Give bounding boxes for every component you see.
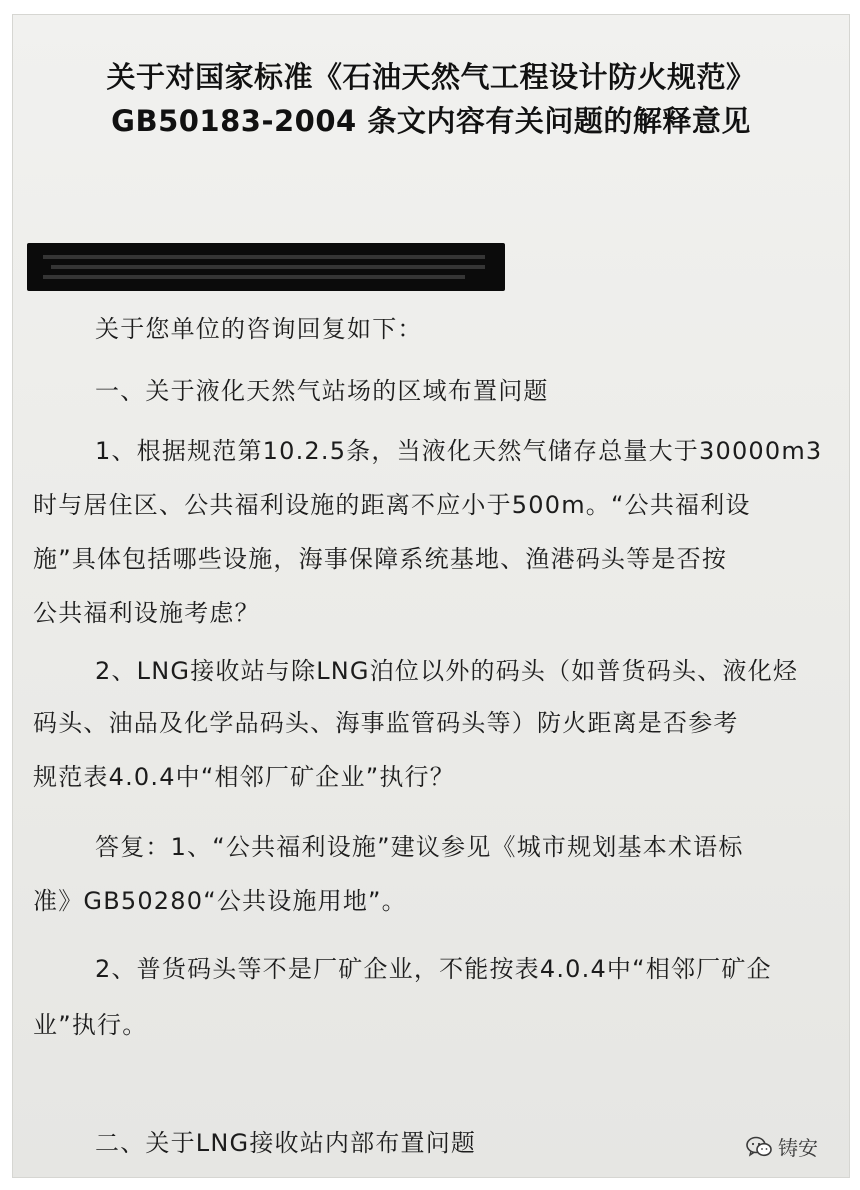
- body-line-5: 公共福利设施考虑？: [33, 599, 260, 627]
- wechat-icon: [746, 1136, 772, 1158]
- body-line-7: 码头、油品及化学品码头、海事监管码头等）防火距离是否参考: [33, 709, 739, 737]
- document-subtitle: GB50183-2004 条文内容有关问题的解释意见: [111, 104, 751, 138]
- document-page: [12, 14, 850, 1178]
- body-line-6: 2、LNG接收站与除LNG泊位以外的码头（如普货码头、液化烃: [95, 657, 799, 685]
- document-title: 关于对国家标准《石油天然气工程设计防火规范》: [106, 60, 756, 94]
- body-line-3: 时与居住区、公共福利设施的距离不应小于500m。“公共福利设: [33, 491, 751, 519]
- body-line-9: 答复：1、“公共福利设施”建议参见《城市规划基本术语标: [95, 833, 744, 861]
- body-line-0: 关于您单位的咨询回复如下：: [95, 315, 423, 343]
- body-line-10: 准》GB50280“公共设施用地”。: [33, 887, 407, 915]
- source-watermark: [746, 1132, 818, 1161]
- body-line-8: 规范表4.0.4中“相邻厂矿企业”执行？: [33, 763, 455, 791]
- watermark-label: 铸安: [778, 1136, 818, 1160]
- body-line-1: 一、关于液化天然气站场的区域布置问题: [95, 377, 549, 405]
- body-line-13: 二、关于LNG接收站内部布置问题: [95, 1129, 477, 1157]
- body-line-12: 业”执行。: [33, 1011, 148, 1039]
- redacted-recipient: [27, 243, 505, 291]
- body-line-11: 2、普货码头等不是厂矿企业，不能按表4.0.4中“相邻厂矿企: [95, 955, 772, 983]
- body-line-4: 施”具体包括哪些设施，海事保障系统基地、渔港码头等是否按: [33, 545, 728, 573]
- body-line-2: 1、根据规范第10.2.5条，当液化天然气储存总量大于30000m3: [95, 437, 823, 465]
